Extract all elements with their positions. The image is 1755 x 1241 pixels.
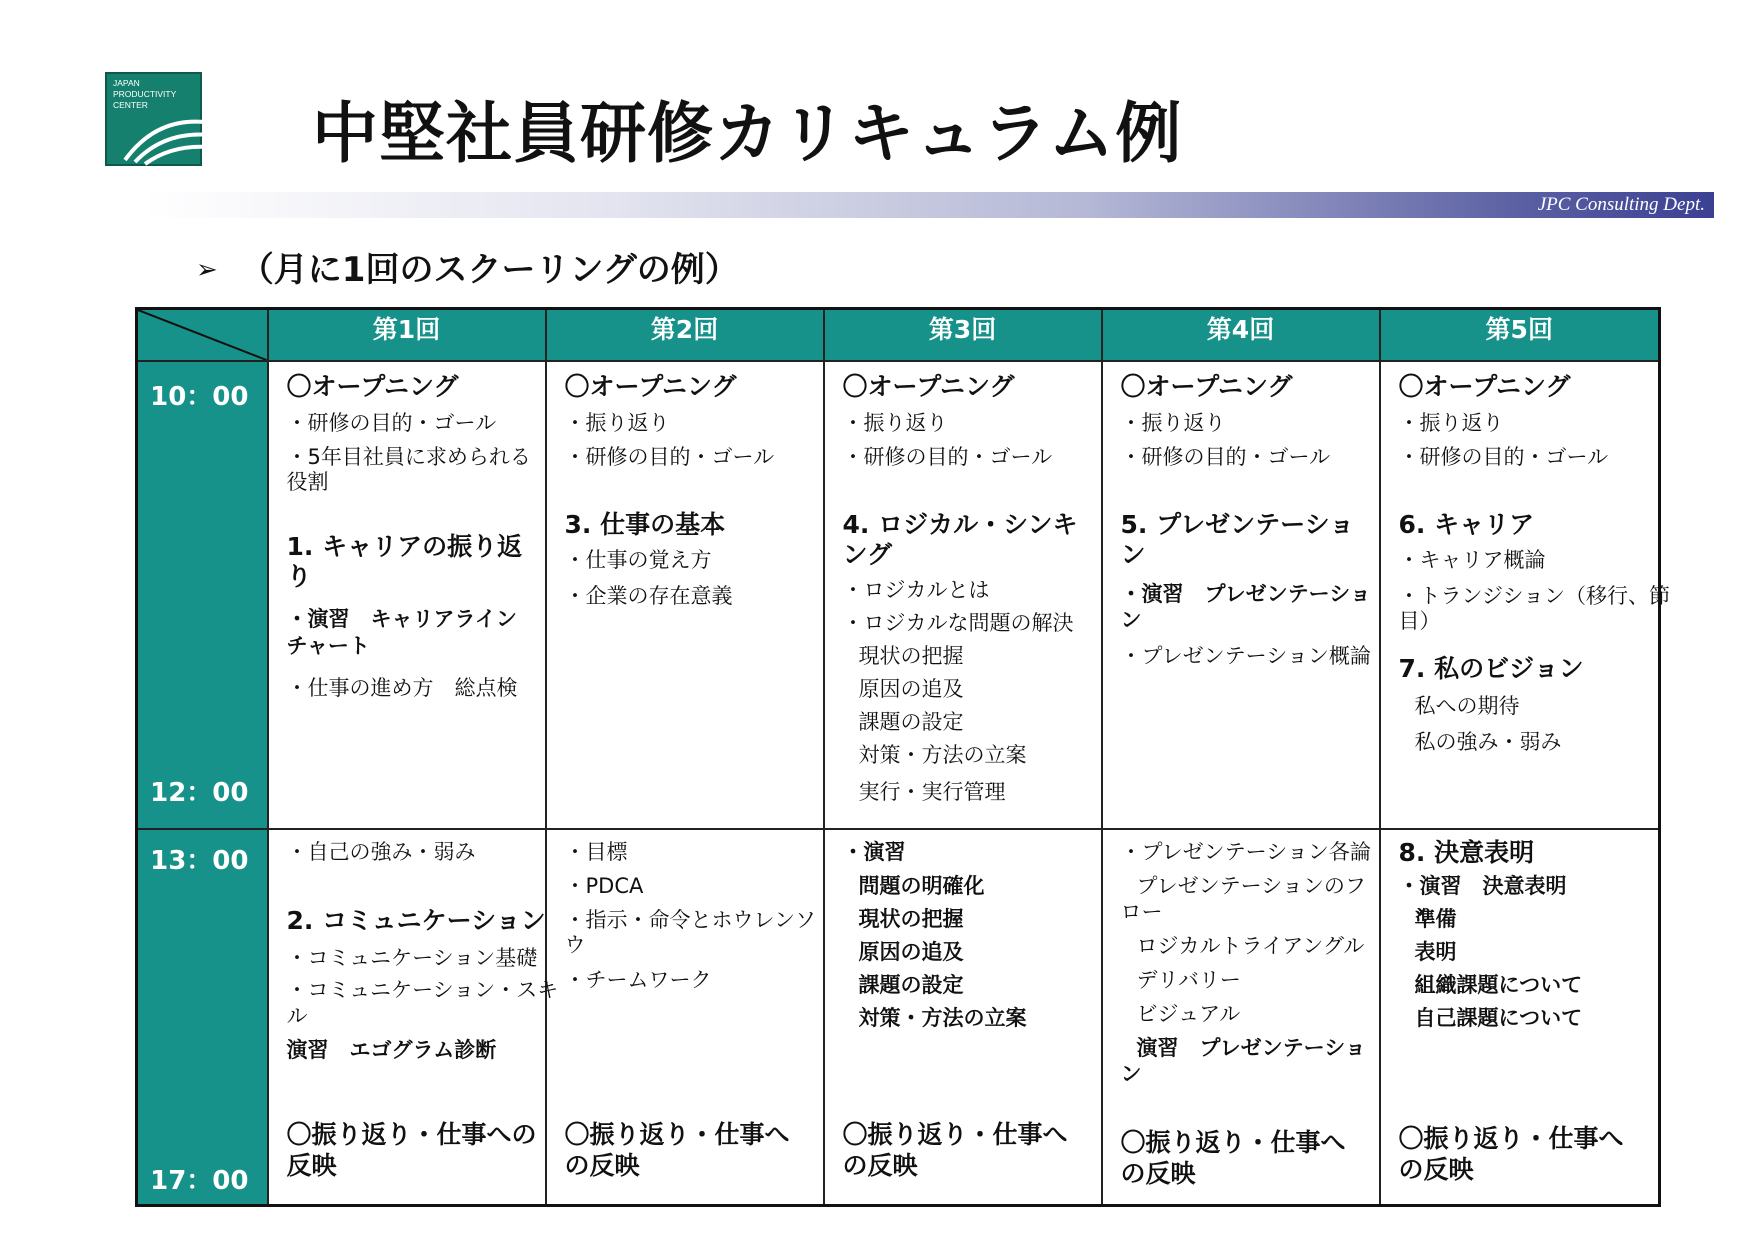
- pm-session-1: [268, 829, 559, 1205]
- list-item: ・5年目社員に求められる: [286, 445, 531, 469]
- closing: 反映: [286, 1151, 337, 1180]
- am-session-1: [268, 361, 546, 829]
- list-item: ロー: [1120, 900, 1163, 924]
- pm-session-4: [1102, 829, 1380, 1205]
- jpc-logo: [105, 72, 221, 166]
- topic-heading: 7. 私のビジョン: [1398, 654, 1584, 683]
- list-item: ・ロジカルとは: [842, 578, 990, 602]
- pm-session-3: [824, 829, 1102, 1205]
- list-item: 対策・方法の立案: [858, 743, 1027, 767]
- list-item: ・PDCA: [564, 874, 644, 898]
- list-item: プレゼンテーションのフ: [1136, 874, 1366, 898]
- pm-session-5: [1380, 829, 1660, 1205]
- list-item: ・振り返り: [842, 411, 948, 435]
- exercise-item: 原因の追及: [858, 940, 964, 964]
- topic-heading: 1. キャリアの振り返: [286, 532, 523, 561]
- list-item: ・プレゼンテーション概論: [1120, 644, 1371, 668]
- list-item: ・振り返り: [564, 411, 670, 435]
- list-item: デリバリー: [1136, 968, 1241, 992]
- list-item: ・研修の目的・ゴール: [1398, 445, 1609, 469]
- opening: 〇オープニング: [286, 372, 459, 401]
- opening: 〇オープニング: [842, 372, 1015, 401]
- topic-heading: 4. ロジカル・シンキ: [842, 510, 1078, 539]
- list-item: 課題の設定: [858, 710, 964, 734]
- list-item: 役割: [286, 470, 329, 494]
- subtitle: [196, 242, 739, 291]
- am-session-5: [1380, 361, 1671, 829]
- list-item: ・コミュニケーション基礎: [286, 946, 538, 970]
- exercise-item: ・演習: [842, 840, 906, 864]
- list-item: 私の強み・弱み: [1414, 730, 1562, 754]
- topic-heading: 5. プレゼンテーショ: [1120, 510, 1355, 539]
- topic-heading: り: [286, 562, 312, 591]
- exercise-item: ・演習 キャリアライン: [286, 607, 517, 631]
- logo-text-3: CENTER: [113, 100, 148, 110]
- closing: の反映: [1398, 1155, 1474, 1184]
- opening: 〇オープニング: [564, 372, 737, 401]
- list-item: ・コミュニケーション・スキ: [286, 978, 559, 1002]
- list-item: ・研修の目的・ゴール: [1120, 445, 1331, 469]
- topic-heading: 8. 決意表明: [1398, 838, 1535, 867]
- exercise-item: 組織課題について: [1414, 973, 1583, 997]
- session-header-5: 第5回: [1380, 309, 1660, 362]
- list-item: ・指示・命令とホウレンソ: [564, 908, 816, 932]
- exercise-item: 演習 エゴグラム診断: [286, 1038, 497, 1062]
- list-item: ロジカルトライアングル: [1136, 934, 1365, 958]
- session-header-2: 第2回: [546, 309, 824, 362]
- logo-text-2: PRODUCTIVITY: [113, 89, 177, 99]
- diagonal-line-icon: [138, 310, 267, 360]
- exercise-item: 現状の把握: [858, 907, 964, 931]
- exercise-item: 対策・方法の立案: [858, 1006, 1027, 1030]
- list-item: ・自己の強み・弱み: [286, 840, 476, 864]
- am-session-3: [824, 361, 1102, 829]
- time-cell-am: [137, 361, 268, 829]
- list-item: ・仕事の覚え方: [564, 548, 712, 572]
- list-item: ル: [286, 1004, 308, 1028]
- list-item: ・振り返り: [1398, 411, 1504, 435]
- subtitle-text: （月に1回のスクーリングの例）: [239, 250, 739, 290]
- opening: 〇オープニング: [1398, 372, 1571, 401]
- exercise-item: ・演習 決意表明: [1398, 874, 1567, 898]
- list-item: ・プレゼンテーション各論: [1120, 840, 1371, 864]
- list-item: ・研修の目的・ゴール: [564, 445, 775, 469]
- session-header-1: 第1回: [268, 309, 546, 362]
- list-item: 現状の把握: [858, 644, 964, 668]
- exercise-item: 課題の設定: [858, 973, 964, 997]
- exercise-item: 準備: [1414, 907, 1457, 931]
- closing: 〇振り返り・仕事へ: [1398, 1124, 1624, 1153]
- header-row: [137, 309, 1660, 362]
- list-item: ウ: [564, 933, 586, 957]
- list-item: ・チームワーク: [564, 968, 712, 992]
- dept-label: JPC Consulting Dept.: [1537, 194, 1705, 215]
- pm-session-2: [546, 829, 824, 1205]
- time-1700: 17：00: [150, 1166, 249, 1196]
- topic-heading: 3. 仕事の基本: [564, 510, 726, 539]
- exercise-item: 演習 プレゼンテーショ: [1136, 1036, 1366, 1060]
- closing: の反映: [1120, 1159, 1196, 1188]
- list-item: ・仕事の進め方 総点検: [286, 676, 518, 700]
- list-item: ・研修の目的・ゴール: [286, 411, 497, 435]
- exercise-item: チャート: [286, 634, 370, 658]
- closing: の反映: [564, 1151, 640, 1180]
- exercise-item: 表明: [1414, 940, 1457, 964]
- list-item: ・研修の目的・ゴール: [842, 445, 1053, 469]
- time-cell-pm: [137, 829, 268, 1205]
- exercise-item: ン: [1120, 608, 1142, 632]
- list-item: ・トランジション（移行、節: [1398, 584, 1671, 608]
- exercise-item: ン: [1120, 1062, 1142, 1086]
- closing: 〇振り返り・仕事への: [286, 1120, 537, 1149]
- closing: 〇振り返り・仕事へ: [842, 1120, 1068, 1149]
- time-1300: 13：00: [150, 846, 249, 876]
- list-item: ・目標: [564, 840, 628, 864]
- session-header-4: 第4回: [1102, 309, 1380, 362]
- list-item: 目）: [1398, 609, 1441, 633]
- logo-text-1: JAPAN: [113, 78, 140, 88]
- header-band: [142, 192, 1714, 218]
- am-session-4: [1102, 361, 1380, 829]
- list-item: ビジュアル: [1136, 1002, 1241, 1026]
- list-item: ・キャリア概論: [1398, 548, 1546, 572]
- exercise-item: 自己課題について: [1414, 1006, 1583, 1030]
- closing: の反映: [842, 1151, 918, 1180]
- list-item: 原因の追及: [858, 677, 964, 701]
- am-session-2: [546, 361, 824, 829]
- exercise-item: 問題の明確化: [858, 874, 985, 898]
- topic-heading: ング: [842, 540, 893, 569]
- time-1200: 12：00: [150, 778, 249, 808]
- session-header-3: 第3回: [824, 309, 1102, 362]
- topic-heading: 6. キャリア: [1398, 510, 1535, 539]
- opening: 〇オープニング: [1120, 372, 1293, 401]
- topic-heading: ン: [1120, 540, 1146, 569]
- time-1000: 10：00: [150, 382, 249, 412]
- morning-row: [137, 361, 1660, 829]
- closing: 〇振り返り・仕事へ: [564, 1120, 790, 1149]
- arrow-bullet-icon: ➢: [196, 255, 218, 285]
- closing: 〇振り返り・仕事へ: [1120, 1128, 1346, 1157]
- page-title: 中堅社員研修カリキュラム例: [312, 95, 1183, 172]
- list-item: 実行・実行管理: [858, 780, 1006, 804]
- list-item: ・ロジカルな問題の解決: [842, 611, 1074, 635]
- list-item: ・企業の存在意義: [564, 584, 733, 608]
- exercise-item: ・演習 プレゼンテーショ: [1120, 582, 1371, 606]
- schedule-table: [135, 307, 1671, 1207]
- corner-cell: [137, 309, 268, 362]
- list-item: 私への期待: [1414, 694, 1520, 718]
- list-item: ・振り返り: [1120, 411, 1226, 435]
- afternoon-row: [137, 829, 1660, 1205]
- topic-heading: 2. コミュニケーション: [286, 906, 546, 935]
